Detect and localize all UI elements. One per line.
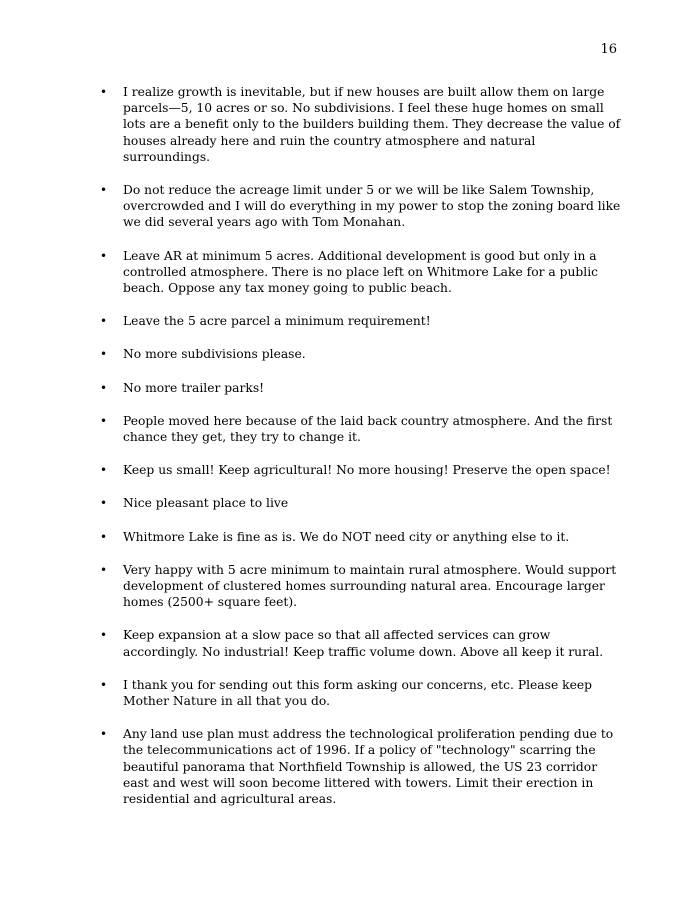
bullet-icon: •: [100, 413, 108, 428]
comment-text: Keep us small! Keep agricultural! No more housing! Preserve the open space!: [123, 463, 611, 478]
comment-text: Do not reduce the acreage limit under 5 or we will be like Salem Township, overcrowded and I will do everything in my power to stop the zoning board like we did several years ago with Tom Monahan.: [123, 183, 621, 230]
list-item: [100, 677, 625, 709]
list-item: [100, 84, 625, 165]
comment-text: Any land use plan must address the technological proliferation pending due to the telecommunications act of 1996. If a policy of "technology" scarring the beautiful panorama that Northfield Township is allowed, the US 23 corridor east and west will soon become littered with towers. Limit their erection in residential and agricultural areas.: [123, 727, 614, 807]
comment-text: People moved here because of the laid back country atmosphere. And the first chance they get, they try to change it.: [123, 413, 613, 445]
bullet-icon: •: [100, 380, 108, 395]
bullet-icon: •: [100, 562, 108, 577]
bullet-icon: •: [100, 183, 108, 198]
list-item: [100, 726, 625, 807]
comment-text: I thank you for sending out this form asking our concerns, etc. Please keep Mother Nature in all that you do.: [123, 677, 593, 709]
comment-text: Very happy with 5 acre minimum to maintain rural atmosphere. Would support development of clustered homes surrounding natural area. Encourage larger homes (2500+ square feet).: [123, 562, 617, 610]
comment-text: No more trailer parks!: [123, 380, 265, 395]
page-number: 16: [600, 42, 617, 57]
comment-text: Keep expansion at a slow pace so that all affected services can grow accordingly. No industrial! Keep traffic volume down. Above all keep it rural.: [123, 628, 604, 659]
list-item: [100, 495, 625, 511]
bullet-icon: •: [100, 314, 108, 329]
comment-text: Leave AR at minimum 5 acres. Additional development is good but only in a controlled atmosphere. There is no place left on Whitmore Lake for a public beach. Oppose any tax money going to public beach.: [123, 248, 599, 296]
bullet-icon: •: [100, 248, 108, 263]
bullet-icon: •: [100, 529, 108, 544]
bullet-icon: •: [100, 85, 108, 99]
list-item: [100, 627, 625, 659]
bullet-icon: •: [100, 727, 108, 742]
list-item: [100, 248, 625, 297]
bullet-icon: •: [100, 496, 108, 511]
list-item: [100, 182, 625, 231]
comment-text: Whitmore Lake is fine as is. We do NOT need city or anything else to it.: [123, 529, 570, 544]
list-item: [100, 346, 625, 362]
comment-text: No more subdivisions please.: [123, 347, 306, 362]
comment-text: I realize growth is inevitable, but if new houses are built allow them on large parcels—5, 10 acres or so. No subdivisions. I feel these huge homes on small lots are a benefit only to the builders building them. They decrease the value of houses already here and ruin the country atmosphere and natural surroundings.: [123, 85, 621, 164]
bullet-icon: •: [100, 677, 108, 692]
list-item: [100, 413, 625, 445]
list-item: [100, 313, 625, 329]
bullet-icon: •: [100, 347, 108, 362]
comment-text: Leave the 5 acre parcel a minimum requirement!: [123, 314, 431, 329]
bullet-icon: •: [100, 628, 108, 643]
comment-text: Nice pleasant place to live: [123, 496, 289, 511]
list-item: [100, 562, 625, 611]
list-item: [100, 462, 625, 478]
bullet-icon: •: [100, 463, 108, 478]
comment-list: [100, 84, 625, 824]
list-item: [100, 380, 625, 396]
list-item: [100, 529, 625, 545]
